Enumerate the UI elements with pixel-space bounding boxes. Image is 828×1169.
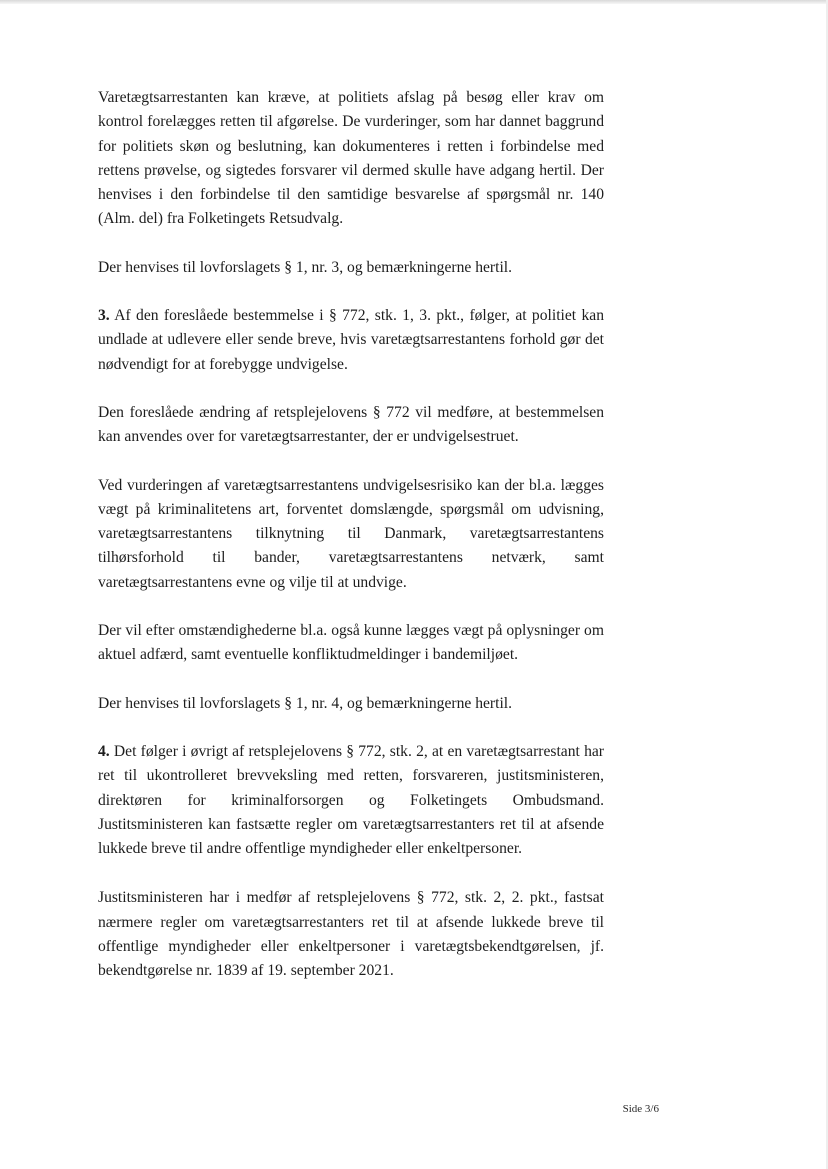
scan-top-edge (0, 0, 828, 4)
paragraph-text: Der vil efter omstændighederne bl.a. også kunne lægges vægt på oplysninger om aktuel adfærd, samt eventuelle konfliktudmeldinger i bandemiljøet. (98, 622, 604, 664)
paragraph-section-3 (98, 304, 604, 377)
paragraph-escape-risk (98, 474, 604, 595)
paragraph-text: Der henvises til lovforslagets § 1, nr. 3, og bemærkningerne hertil. (98, 258, 513, 276)
paragraph-text: Der henvises til lovforslagets § 1, nr. 4, og bemærkningerne hertil. (98, 694, 513, 712)
paragraph-text: Varetægtsarrestanten kan kræve, at politiets afslag på besøg eller krav om kontrol forelægges retten til afgørelse. De vurderinger, som har dannet baggrund for politiets skøn og beslutning, kan dokumenteres i retten i forbindelse med rettens prøvelse, og sigtedes forsvarer vil dermed skulle have adgang hertil. Der henvises i den forbindelse til den samtidige besvarelse af spørgsmål nr. 140 (Alm. del) fra Folketingets Retsudvalg. (98, 89, 604, 228)
paragraph-section-4 (98, 740, 604, 861)
paragraph-text: Ved vurderingen af varetægtsarrestantens undvigelsesrisiko kan der bl.a. lægges vægt på kriminalitetens art, forventet domslængde, spørgsmål om udvisning, varetægtsarrestantens tilknytning til Danmark, varetægtsarrestantens tilhørsforhold til bander, varetægtsarrestantens netværk, samt varetægtsarrestantens evne og vilje til at undvige. (98, 476, 604, 591)
paragraph-proposed-change (98, 401, 604, 450)
document-body (98, 86, 604, 1008)
paragraph-reference-nr4 (98, 692, 604, 716)
paragraph-text: Det følger i øvrigt af retsplejelovens § 772, stk. 2, at en varetægtsarrestant har ret til ukontrolleret brevveksling med retten, forsvareren, justitsministeren, direktøren for kriminalforsorgen og Folketingets Ombudsmand. Justitsministeren kan fastsætte regler om varetægtsarrestanters ret til at afsende lukkede breve til andre offentlige myndigheder eller enkeltpersoner. (98, 742, 604, 858)
page-number: Side 3/6 (622, 1103, 659, 1115)
paragraph-ministry-rules (98, 886, 604, 983)
paragraph-text: Af den foreslåede bestemmelse i § 772, stk. 1, 3. pkt., følger, at politiet kan undlade at udlevere eller sende breve, hvis varetægtsarrestantens forhold gør det nødvendigt for at forebygge undvigelse. (98, 307, 604, 373)
paragraph-circumstances (98, 619, 604, 668)
section-number: 3. (98, 307, 110, 325)
paragraph-arrestant-rights (98, 86, 604, 232)
paragraph-reference-nr3 (98, 256, 604, 280)
paragraph-text: Den foreslåede ændring af retsplejelovens § 772 vil medføre, at bestemmelsen kan anvendes over for varetægtsarrestanter, der er undvigelsestruet. (98, 403, 604, 446)
section-number: 4. (98, 742, 110, 760)
paragraph-text: Justitsministeren har i medfør af retsplejelovens § 772, stk. 2, 2. pkt., fastsat nærmere regler om varetægtsarrestanters ret til at afsende lukkede breve til offentlige myndigheder eller enkeltpersoner i varetægtsbekendtgørelsen, jf. bekendtgørelse nr. 1839 af 19. september 2021. (98, 889, 604, 980)
